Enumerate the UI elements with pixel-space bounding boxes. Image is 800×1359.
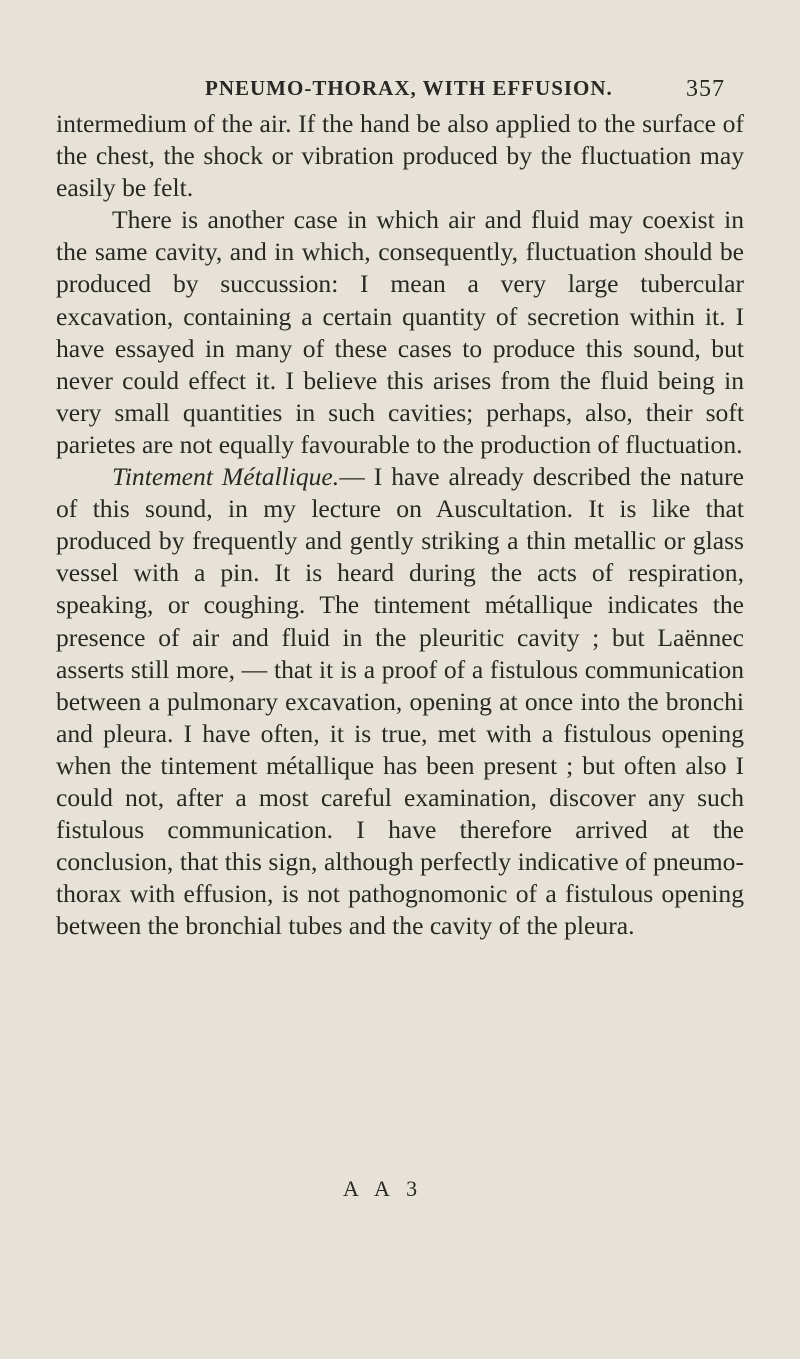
page-number: 357	[686, 76, 725, 102]
signature-mark: A A 3	[343, 1176, 424, 1201]
section-heading-italic: Tintement Métallique.	[112, 462, 340, 492]
body-text	[56, 108, 744, 942]
running-header	[205, 76, 725, 103]
paragraph-2: There is another case in which air and fluid may coexist in the same cavity, and in which, consequently, fluctuation should be produced by succussion: I mean a very large tubercular excavation, containing a certain quantity of secretion within it. I have essayed in many of these cases to produce this sound, but never could effect it. I believe this arises from the fluid being in very small quantities in such cavities; perhaps, also, their soft parietes are not equally favourable to the production of fluctuation.	[56, 205, 744, 459]
running-title: PNEUMO-THORAX, WITH EFFUSION.	[205, 76, 613, 100]
paragraph-3-text: — I have already described the nature of this sound, in my lecture on Auscultation. It is like that produced by frequently and gently striking a thin metallic or glass vessel with a pin. It is heard during the acts of respiration, speaking, or coughing. The tintement métallique indicates the presence of air and fluid in the pleuritic cavity ; but Laënnec asserts still more, — that it is a proof of a fistulous communication between a pulmonary excavation, opening at once into the bronchi and pleura. I have often, it is true, met with a fistulous opening when the tintement métallique has been present ; but often also I could not, after a most careful examination, discover any such fistulous communication. I have therefore arrived at the conclusion, that this sign, although perfectly indicative of pneumo-thorax with effusion, is not pathognomonic of a fistulous opening between the bronchial tubes and the cavity of the pleura.	[56, 462, 744, 941]
paragraph-1: intermedium of the air. If the hand be also applied to the surface of the chest, the shock or vibration produced by the fluctuation may easily be felt.	[56, 109, 744, 203]
paragraph-3	[56, 461, 744, 942]
